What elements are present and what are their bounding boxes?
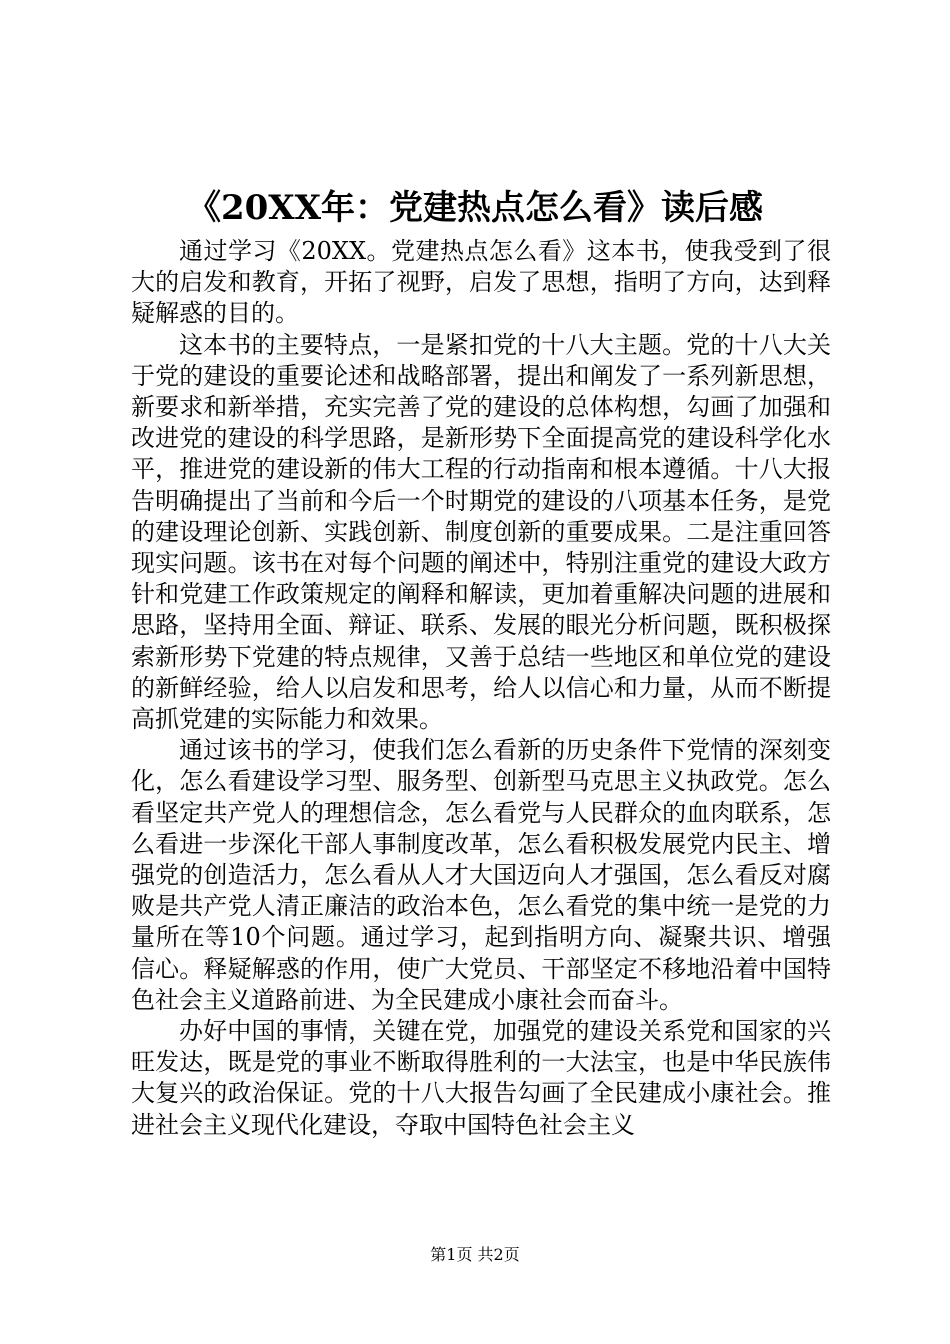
paragraph-2: 这本书的主要特点，一是紧扣党的十八大主题。党的十八大关于党的建设的重要论述和战略部署，提出和阐发了一系列新思想，新要求和新举措，充实完善了党的建设的总体构想，勾画了加强和改进党的建设的科学思路，是新形势下全面提高党的建设科学化水平，推进党的建设新的伟大工程的行动指南和根本遵循。十八大报告明确提出了当前和今后一个时期党的建设的八项基本任务，是党的建设理论创新、实践创新、制度创新的重要成果。二是注重回答现实问题。该书在对每个问题的阐述中，特别注重党的建设大政方针和党建工作政策规定的阐释和解读，更加着重解决问题的进展和思路，坚持用全面、辩证、联系、发展的眼光分析问题，既积极探索新形势下党建的特点规律，又善于总结一些地区和单位党的建设的新鲜经验，给人以启发和思考，给人以信心和力量，从而不断提高抓党建的实际能力和效果。 bbox=[131, 330, 831, 734]
document-body bbox=[131, 236, 831, 1141]
page-footer: 第1页 共2页 bbox=[430, 1245, 520, 1264]
paragraph-3: 通过该书的学习，使我们怎么看新的历史条件下党情的深刻变化，怎么看建设学习型、服务型、创新型马克思主义执政党。怎么看坚定共产党人的理想信念，怎么看党与人民群众的血肉联系，怎么看进一步深化干部人事制度改革，怎么看积极发展党内民主、增强党的创造活力，怎么看从人才大国迈向人才强国，怎么看反对腐败是共产党人清正廉洁的政治本色，怎么看党的集中统一是党的力量所在等10个问题。通过学习，起到指明方向、凝聚共识、增强信心。释疑解惑的作用，使广大党员、干部坚定不移地沿着中国特色社会主义道路前进、为全民建成小康社会而奋斗。 bbox=[131, 736, 831, 1014]
paragraph-4: 办好中国的事情，关键在党，加强党的建设关系党和国家的兴旺发达，既是党的事业不断取得胜利的一大法宝，也是中华民族伟大复兴的政治保证。党的十八大报告勾画了全民建成小康社会。推进社会主义现代化建设，夺取中国特色社会主义 bbox=[131, 1017, 831, 1139]
document-title: 《20XX年：党建热点怎么看》读后感 bbox=[186, 188, 764, 228]
paragraph-1: 通过学习《20XX。党建热点怎么看》这本书，使我受到了很大的启发和教育，开拓了视野，启发了思想，指明了方向，达到释疑解惑的目的。 bbox=[131, 237, 831, 328]
